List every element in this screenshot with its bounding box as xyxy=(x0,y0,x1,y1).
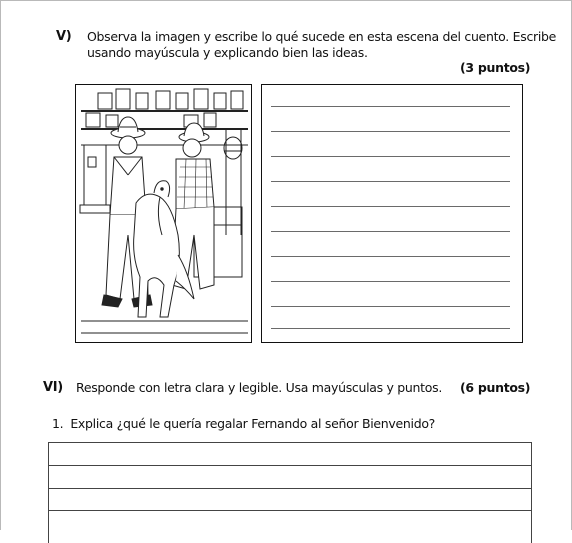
question-1-number: 1. xyxy=(52,416,64,431)
section-v-instruction-line2: usando mayúscula y explicando bien las ideas. xyxy=(87,45,368,60)
answer-lines-box[interactable] xyxy=(261,84,523,343)
question-1 xyxy=(52,416,435,431)
answer-line[interactable] xyxy=(271,256,510,257)
story-illustration xyxy=(75,84,252,343)
answer-line[interactable] xyxy=(271,106,510,107)
section-vi-instruction: Responde con letra clara y legible. Usa mayúsculas y puntos. xyxy=(76,380,443,395)
answer-row-line[interactable] xyxy=(49,488,531,489)
answer-row-line[interactable] xyxy=(49,465,531,466)
section-v-instruction-line1: Observa la imagen y escribe lo qué sucede en esta escena del cuento. Escribe xyxy=(87,29,557,44)
answer-line[interactable] xyxy=(271,328,510,329)
section-v-points: (3 puntos) xyxy=(460,60,531,75)
answer-line[interactable] xyxy=(271,206,510,207)
question-1-answer-table[interactable] xyxy=(48,442,532,543)
section-vi-points: (6 puntos) xyxy=(460,380,531,395)
section-v-numeral: V) xyxy=(56,29,72,44)
answer-line[interactable] xyxy=(271,231,510,232)
cowboy-scene-drawing xyxy=(76,85,251,342)
question-1-text: Explica ¿qué le quería regalar Fernando al señor Bienvenido? xyxy=(70,416,436,431)
section-vi-numeral: VI) xyxy=(43,380,63,395)
answer-line[interactable] xyxy=(271,156,510,157)
answer-line[interactable] xyxy=(271,281,510,282)
answer-line[interactable] xyxy=(271,306,510,307)
answer-line[interactable] xyxy=(271,131,510,132)
answer-line[interactable] xyxy=(271,181,510,182)
answer-row-line[interactable] xyxy=(49,510,531,511)
